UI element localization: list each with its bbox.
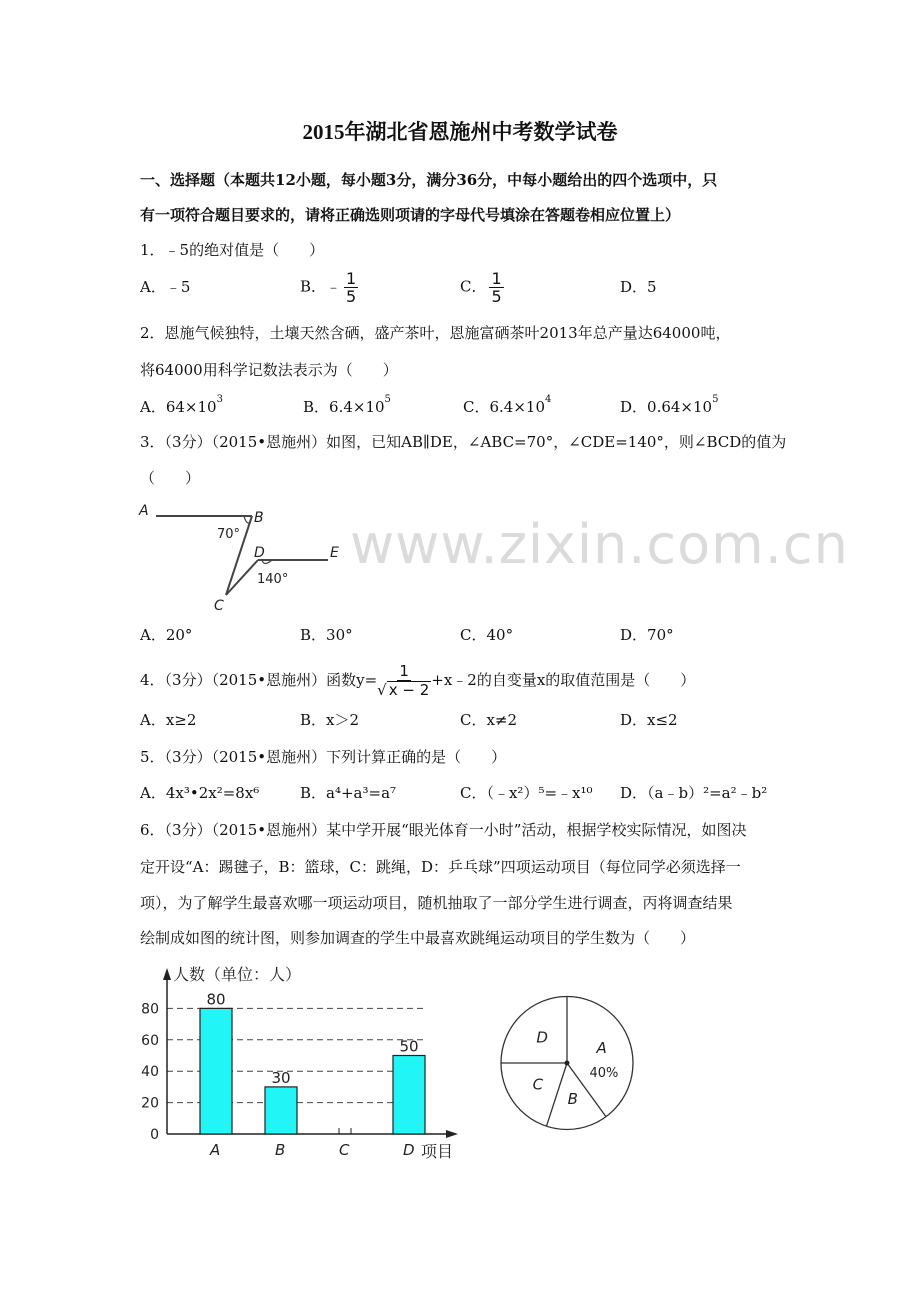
q5-option-d: D．（a﹣b）²=a²﹣b² xyxy=(620,784,768,802)
pie-label-C: C xyxy=(532,1075,544,1094)
section-header-line1: 一、选择题（本题共12小题，每小题3分，满分36分，中每小题给出的四个选项中，只 xyxy=(140,171,718,189)
q1-stem: 1．﹣5的绝对值是（ ） xyxy=(140,241,325,259)
point-label-c: C xyxy=(214,598,224,614)
q3-stem-line2: （ ） xyxy=(140,469,201,487)
q4-suffix: +x﹣2的自变量x的取值范围是（ ） xyxy=(431,671,696,689)
pie-label-B: B xyxy=(567,1089,578,1108)
bar-data-label: 30 xyxy=(271,1068,291,1087)
watermark: www.zixin.com.cn xyxy=(350,513,849,576)
section-header-line2: 有一项符合题目要求的，请将正确选则项请的字母代号填涂在答题卷相应位置上） xyxy=(140,206,681,224)
q6-stem-line2: 定开设“A：踢毽子，B：篮球，C：跳绳，D：乒乓球”四项运动项目（每位同学必须选择一 xyxy=(140,858,741,876)
fraction-num: 1 xyxy=(346,269,357,288)
y-tick-label: 40 xyxy=(141,1064,159,1081)
q2-stem-line2: 将64000用科学记数法表示为（ ） xyxy=(140,361,398,379)
q6-stem-line4: 绘制成如图的统计图，则参加调查的学生中最喜欢跳绳运动项目的学生数为（ ） xyxy=(140,929,696,947)
q4-prefix: 4．（3分）（2015•恩施州）函数y= xyxy=(140,671,378,689)
bar-A xyxy=(200,1008,232,1134)
q1-option-b-label: B．﹣ xyxy=(300,277,342,296)
pie-annotation: 40% xyxy=(589,1065,619,1081)
exponent: 5 xyxy=(712,394,719,405)
x-tick-label: D xyxy=(403,1141,415,1159)
pie-slice-boundary xyxy=(547,1063,567,1126)
q4-option-d: D．x≤2 xyxy=(620,711,678,729)
x-tick-label: A xyxy=(210,1141,221,1159)
x-tick-label: B xyxy=(275,1141,286,1159)
q3-option-c: C．40° xyxy=(460,626,514,644)
angle-label-70: 70° xyxy=(217,527,241,542)
bar-B xyxy=(265,1087,297,1134)
q1-option-c-label: C． xyxy=(460,277,487,296)
bar-data-label: 80 xyxy=(206,990,226,1009)
q5-option-b: B．a⁴+a³=a⁷ xyxy=(300,784,397,802)
q1-option-d: D．5 xyxy=(620,278,657,296)
fraction-den: √ x − 2 xyxy=(377,681,430,699)
q1-option-a: A．﹣5 xyxy=(140,278,191,296)
q6-stem-line3: 项），为了解学生最喜欢哪一项运动项目，随机抽取了一部分学生进行调查，丙将调查结果 xyxy=(140,894,733,912)
q2-stem-line1: 2．恩施气候独特，土壤天然含硒，盛产茶叶，恩施富硒茶叶2013年总产量达64000吨， xyxy=(140,324,731,342)
q5-option-c: C．（﹣x²）⁵=﹣x¹⁰ xyxy=(460,784,593,802)
y-axis-arrow xyxy=(163,968,171,980)
q4-option-a: A．x≥2 xyxy=(140,711,197,729)
fraction-num: 1 xyxy=(399,662,409,680)
point-label-d: D xyxy=(254,545,265,561)
y-tick-label: 80 xyxy=(141,1001,159,1018)
q2-option-c-text: C．6.4×10 xyxy=(463,398,545,416)
q4-option-c: C．x≠2 xyxy=(460,711,518,729)
pie-center xyxy=(565,1061,570,1066)
y-axis-label: 人数（单位：人） xyxy=(173,965,302,984)
q6-stem-line1: 6．（3分）（2015•恩施州）某中学开展“眼光体育一小时”活动，根据学校实际情况，如图决 xyxy=(140,821,747,839)
pie-label-A: A xyxy=(596,1038,607,1057)
pie-label-D: D xyxy=(536,1028,548,1047)
angle-label-140: 140° xyxy=(257,572,289,587)
q4-option-b: B．x＞2 xyxy=(300,711,360,729)
x-tick-label: C xyxy=(339,1141,350,1159)
page-title: 2015年湖北省恩施州中考数学试卷 xyxy=(302,120,618,144)
x-axis-label: 项目 xyxy=(421,1142,454,1161)
fraction-den: 5 xyxy=(491,287,502,306)
bar-D xyxy=(393,1056,425,1135)
q3-option-b: B．30° xyxy=(300,626,353,644)
q3-option-a: A．20° xyxy=(140,626,193,644)
q2-option-d-text: D．0.64×10 xyxy=(620,398,713,416)
q2-option-a-text: A．64×10 xyxy=(140,398,217,416)
exponent: 5 xyxy=(384,394,391,405)
point-label-e: E xyxy=(330,545,339,561)
q5-option-a: A．4x³•2x²=8x⁶ xyxy=(140,784,260,802)
q5-stem: 5．（3分）（2015•恩施州）下列计算正确的是（ ） xyxy=(140,748,507,766)
bar-data-label: 50 xyxy=(399,1037,419,1056)
fraction-num: 1 xyxy=(491,269,502,288)
y-tick-label: 60 xyxy=(141,1032,159,1049)
y-tick-label: 20 xyxy=(141,1095,159,1112)
point-label-b: B xyxy=(254,510,264,526)
exponent: 3 xyxy=(216,394,223,405)
q3-option-d: D．70° xyxy=(620,626,674,644)
sqrt-radicand: x − 2 xyxy=(388,681,430,699)
q3-stem-line1: 3．（3分）（2015•恩施州）如图，已知AB∥DE，∠ABC=70°，∠CDE=140°，则∠BCD的值为 xyxy=(140,433,787,451)
point-label-a: A xyxy=(139,503,149,519)
fraction-den: 5 xyxy=(346,287,357,306)
y-tick-label: 0 xyxy=(150,1127,159,1143)
exponent: 4 xyxy=(545,394,552,405)
q2-option-b-text: B．6.4×10 xyxy=(303,398,385,416)
x-axis-arrow xyxy=(446,1130,458,1138)
